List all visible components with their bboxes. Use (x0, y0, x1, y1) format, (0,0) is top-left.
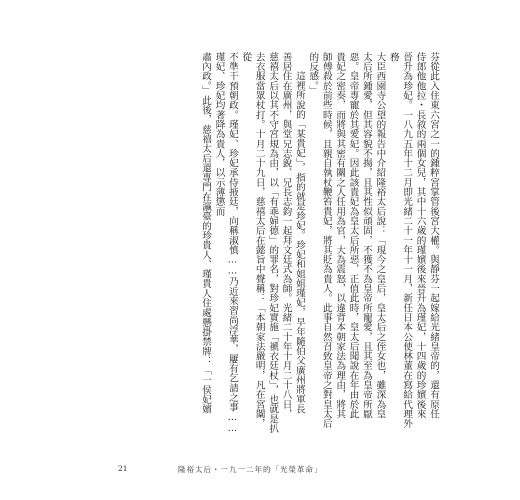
paragraph-line: 不準干預朝政。瑾妃、珍妃承侍掖廷，向稱淑慎……乃近來習尚浮華，屢有乞請之事……瑾妃、珍妃均著降為貴人，以示薄懲而 (213, 52, 238, 434)
paragraph-line: 慈禧太后以其不守宮規為由，以「有乖婦德」的罪名，對珍妃實施「褫衣廷杖」，也就是扒 (267, 52, 279, 434)
page-number: 21 (118, 464, 128, 473)
paragraph-line: 師傅殺於前些時候，且親自執杖鞭笞貴妃，將其貶為貴人。此事自然召致皇帝之對皇太后 (320, 52, 332, 429)
paragraph-line: 侍郎他他拉・長敘的兩個女兒，其中十六歲的瑾嬪後來晉升為瑾妃，十四歲的珍嬪後來 (414, 52, 426, 419)
paragraph-line: 惡。皇帝專寵於其愛妃。因此該貴妃為皇太后所惡，正值此時，皇太后聞說在年由於此 (347, 52, 359, 419)
paragraph-line: 太后所鍾愛，但其容貌不揚，且其性似頑固，不獲不為皇帝所寵愛，且其至為皇帝所厭 (360, 52, 372, 419)
page-footer (118, 464, 448, 478)
paragraph-line: 芬從此入住東六宮之一的鍾粹宮掌管後宮大權。與靜芬一起嫁給光緒皇帝的，還有原任 (428, 52, 439, 419)
paragraph-line: 貴妃之密奏，而將與其密有關之人任用為官，大為震怒，以違背本朝家法為理由，將其 (334, 52, 346, 419)
paragraph-line: 大臣西園寺公望的報告中介紹隆裕太后說：「現今之皇后，皇太后之侄女也，雖深為皇 (374, 52, 386, 419)
paragraph-line: 晉升為珍妃。一八九五年十二月即光緒二十一年十一月，新任日本公使林董在寫給代理外務 (387, 52, 413, 429)
paragraph-line: 善居住在廣州，與堂兄志銳、兄長志鈞一起拜文廷式為師。光緒二十年十月二十八日， (280, 52, 292, 419)
paragraph-line: 去衣服當眾杖打。十月二十九日，慈禧太后在懿旨中聲稱：「本朝家法嚴明，凡在宮闈，從 (240, 52, 265, 429)
running-head: 隆裕太后・一九一二年的「光榮革命」 (178, 465, 323, 474)
paragraph-line: 的反感。」 (307, 52, 319, 96)
paragraph-line: 肅內政。」此後，慈禧太后還專門在瀛臺的珍貴人、瑾貴人住處懸掛禁牌：「一侯妃嬪 (200, 52, 212, 414)
paragraph-line: 這裡所說的「某貴妃」，指的就是珍妃。珍妃和姐姐瑾妃，早年隨伯父廣州將軍長 (293, 71, 305, 414)
vertical-text-block (128, 52, 440, 434)
